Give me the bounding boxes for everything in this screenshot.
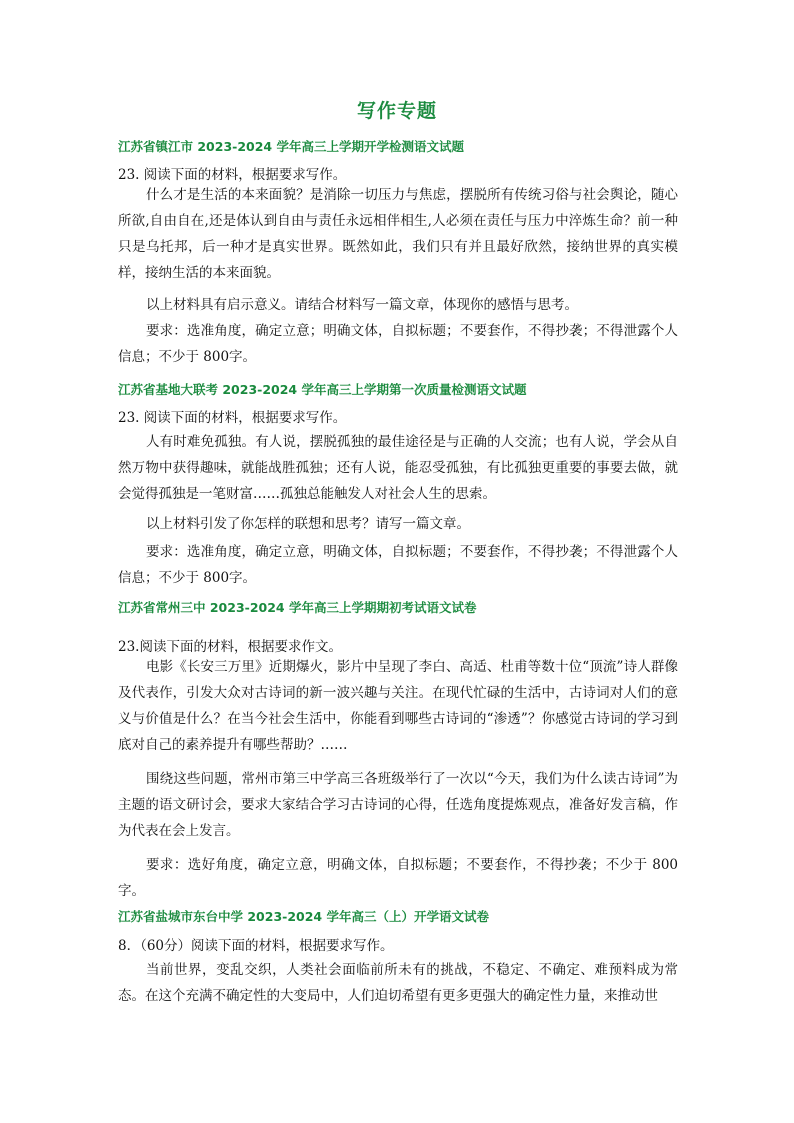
- material-paragraph: 以上材料具有启示意义。请结合材料写一篇文章，体现你的感悟与思考。: [146, 297, 578, 313]
- question-prompt: 23.阅读下面的材料，根据要求作文。: [118, 639, 342, 655]
- requirements-paragraph: 要求：选准角度，确定立意；明确文体，自拟标题；不要套作，不得抄袭；不得泄露个人信息；不少于 800字。: [118, 323, 678, 365]
- material-paragraph: 人有时难免孤独。有人说，摆脱孤独的最佳途径是与正确的人交流；也有人说，学会从自然万物中获得趣味，就能战胜孤独；还有人说，能忍受孤独，有比孤独更重要的事要去做，就会觉得孤独是一笔财富……孤独总能触发人对社会人生的思索。: [118, 434, 678, 502]
- page-title: 写作专题: [356, 100, 437, 122]
- question-prompt: 23. 阅读下面的材料，根据要求写作。: [118, 167, 347, 183]
- section-heading: 江苏省镇江市 2023-2024 学年高三上学期开学检测语文试题: [118, 139, 464, 154]
- section-heading: 江苏省基地大联考 2023-2024 学年高三上学期第一次质量检测语文试题: [118, 382, 527, 397]
- material-paragraph: 围绕这些问题，常州市第三中学高三各班级举行了一次以“今天，我们为什么读古诗词”为主题的语文研讨会，要求大家结合学习古诗词的心得，任选角度提炼观点，准备好发言稿，作为代表在会上发言。: [118, 771, 678, 839]
- material-paragraph: 当前世界，变乱交织，人类社会面临前所未有的挑战，不稳定、不确定、难预料成为常态。在这个充满不确定性的大变局中，人们迫切希望有更多更强大的确定性力量，来推动世: [118, 962, 678, 1004]
- question-prompt: 8．（60分）阅读下面的材料，根据要求写作。: [118, 938, 394, 954]
- material-paragraph: 电影《长安三万里》近期爆火，影片中呈现了李白、高适、杜甫等数十位“顶流”诗人群像及代表作，引发大众对古诗词的新一波兴趣与关注。在现代忙碌的生活中，古诗词对人们的意义与价值是什么？在当今社会生活中，你能看到哪些古诗词的“渗透”？你感觉古诗词的学习到底对自己的素养提升有哪些帮助？……: [118, 659, 678, 753]
- question-prompt: 23. 阅读下面的材料，根据要求写作。: [118, 410, 347, 426]
- section-heading: 江苏省常州三中 2023-2024 学年高三上学期期初考试语文试卷: [118, 600, 477, 615]
- requirements-paragraph: 要求：选好角度，确定立意，明确文体，自拟标题；不要套作，不得抄袭；不少于 800字。: [118, 857, 678, 899]
- requirements-paragraph: 要求：选准角度，确定立意，明确文体，自拟标题；不要套作，不得抄袭；不得泄露个人信息；不少于 800字。: [118, 544, 678, 586]
- material-paragraph: 以上材料引发了你怎样的联想和思考？请写一篇文章。: [146, 516, 470, 532]
- material-paragraph: 什么才是生活的本来面貌？是消除一切压力与焦虑，摆脱所有传统习俗与社会舆论，随心所欲,自由自在,还是体认到自由与责任永远相伴相生,人必须在责任与压力中淬炼生命？前一种只是乌托邦，后一种才是真实世界。既然如此，我们只有并且最好欣然，接纳世界的真实模样，接纳生活的本来面貌。: [118, 187, 678, 281]
- section-heading: 江苏省盐城市东台中学 2023-2024 学年高三（上）开学语文试卷: [118, 909, 489, 924]
